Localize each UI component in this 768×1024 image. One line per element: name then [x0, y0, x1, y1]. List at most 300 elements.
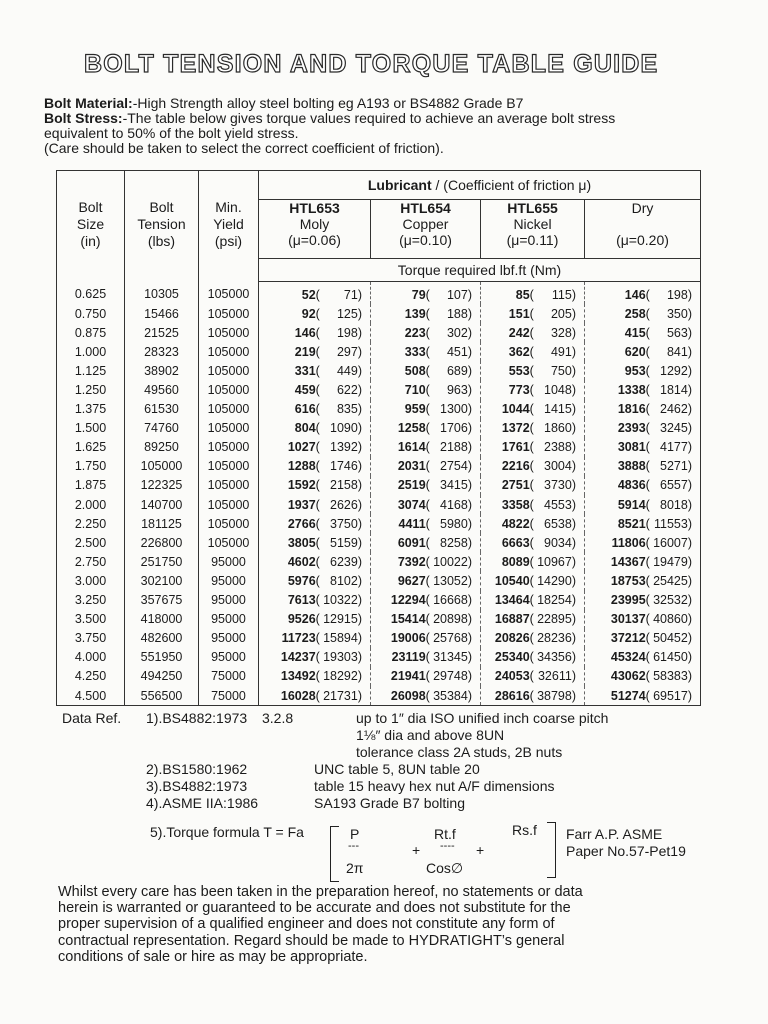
lubricant-htl655 [481, 200, 585, 259]
ref-1-desc-c: tolerance class 2A studs, 2B nuts [356, 744, 563, 760]
paren-open: ( [315, 535, 320, 550]
formula-rtf: Rt.f [434, 826, 456, 842]
table-row [57, 629, 701, 648]
torque-nm: 963 [446, 383, 468, 398]
torque-nm: 2754 [440, 459, 468, 474]
cell-torque-htl653 [259, 571, 371, 590]
torque-nm: 198 [336, 325, 358, 340]
paren-close: ) [357, 497, 362, 512]
cell-bolt-size: 3.750 [57, 629, 125, 648]
cell-torque-dry [585, 533, 701, 552]
torque-nm: 302 [446, 325, 468, 340]
bolt-stress-text: -The table below gives torque values required to achieve an average bolt stress [122, 110, 616, 126]
cell-bolt-tension: 226800 [125, 533, 199, 552]
torque-lbf-ft: 4411 [398, 516, 426, 531]
torque-nm: 689 [446, 363, 468, 378]
torque-nm: 2626 [330, 497, 358, 512]
torque-lbf-ft: 79 [411, 287, 426, 302]
paren-close: ) [571, 631, 576, 646]
bolt-material-text: -High Strength alloy steel bolting eg A193 or BS4882 Grade B7 [132, 96, 524, 111]
data-ref-label: Data Ref. [62, 710, 122, 726]
table-row [57, 476, 701, 495]
lubricant-type: Copper [402, 216, 449, 232]
paren-open: ( [425, 459, 430, 474]
header-size-line-1: Bolt [78, 199, 103, 216]
table-row [57, 282, 701, 305]
cell-bolt-tension: 357675 [125, 591, 199, 610]
torque-nm: 8258 [440, 535, 468, 550]
formula-2pi: 2π [346, 860, 364, 876]
torque-nm: 5271 [660, 459, 688, 474]
torque-lbf-ft: 4822 [501, 516, 530, 531]
paren-close: ) [571, 287, 576, 302]
cell-torque-htl654 [371, 380, 481, 399]
torque-nm: 491 [550, 344, 572, 359]
torque-nm: 841 [666, 344, 688, 359]
torque-lbf-ft: 616 [294, 402, 316, 417]
paren-open: ( [529, 516, 534, 531]
torque-nm: 8018 [660, 497, 688, 512]
torque-nm: 2188 [440, 440, 468, 455]
torque-nm: 563 [666, 325, 688, 340]
table-row [57, 400, 701, 419]
torque-lbf-ft: 1372 [501, 421, 530, 436]
table-row [57, 323, 701, 342]
paren-close: ) [467, 363, 472, 378]
paren-close: ) [687, 688, 692, 703]
torque-nm: 28236 [537, 631, 572, 646]
cell-torque-htl654 [371, 438, 481, 457]
paren-open: ( [529, 535, 534, 550]
torque-lbf-ft: 1761 [501, 440, 530, 455]
torque-nm: 25768 [433, 631, 468, 646]
cell-torque-dry [585, 342, 701, 361]
torque-lbf-ft: 5914 [617, 497, 646, 512]
formula-cos: Cos∅ [426, 860, 464, 876]
paren-open: ( [529, 631, 534, 646]
cell-bolt-tension: 61530 [125, 400, 199, 419]
table-row [57, 667, 701, 686]
cell-torque-htl653 [259, 476, 371, 495]
torque-nm: 21731 [323, 688, 358, 703]
bolt-material-label: Bolt Material: [44, 96, 133, 111]
cell-torque-dry [585, 571, 701, 590]
paren-open: ( [645, 383, 650, 398]
header-yield-line-3: (psi) [214, 233, 243, 250]
torque-table [56, 170, 701, 706]
torque-nm: 3245 [660, 421, 688, 436]
cell-torque-dry [585, 552, 701, 571]
header-size-line-3: (in) [80, 233, 101, 250]
torque-nm: 3750 [330, 516, 358, 531]
cell-torque-htl655 [481, 323, 585, 342]
cell-torque-htl655 [481, 282, 585, 305]
torque-nm: 11553 [653, 516, 688, 531]
cell-torque-dry [585, 282, 701, 305]
torque-lbf-ft: 45324 [610, 650, 646, 665]
paren-open: ( [315, 402, 320, 417]
cell-bolt-tension: 556500 [125, 686, 199, 706]
torque-nm: 350 [666, 306, 688, 321]
paren-open: ( [529, 306, 534, 321]
paren-open: ( [529, 363, 534, 378]
paren-open: ( [645, 459, 650, 474]
table-row [57, 648, 701, 667]
cell-torque-dry [585, 667, 701, 686]
table-row [57, 533, 701, 552]
cell-bolt-tension: 105000 [125, 457, 199, 476]
cell-torque-htl655 [481, 457, 585, 476]
torque-nm: 4168 [440, 497, 468, 512]
torque-nm: 198 [666, 287, 688, 302]
paren-open: ( [425, 383, 430, 398]
cell-torque-htl653 [259, 552, 371, 571]
torque-lbf-ft: 8089 [501, 554, 530, 569]
paren-open: ( [645, 325, 650, 340]
cell-torque-htl654 [371, 361, 481, 380]
paren-close: ) [467, 344, 472, 359]
paren-open: ( [529, 497, 534, 512]
cell-min-yield: 105000 [199, 495, 259, 514]
paren-open: ( [529, 688, 534, 703]
torque-lbf-ft: 959 [404, 402, 426, 417]
torque-nm: 125 [336, 306, 358, 321]
cell-bolt-size: 1.000 [57, 342, 125, 361]
disclaimer-line: herein is warranted or guaranteed to be accurate and does not substitute for the [58, 900, 571, 917]
disclaimer-line: Whilst every care has been taken in the preparation hereof, no statements or data [58, 884, 583, 900]
paren-open: ( [425, 669, 430, 684]
torque-lbf-ft: 2519 [397, 478, 426, 493]
torque-nm: 2462 [660, 402, 688, 417]
cell-torque-dry [585, 419, 701, 438]
paren-close: ) [687, 383, 692, 398]
formula-right-bracket [547, 822, 556, 878]
paren-close: ) [687, 344, 692, 359]
paren-close: ) [571, 669, 576, 684]
header-tension-line-3: (lbs) [147, 233, 176, 250]
paren-close: ) [467, 478, 472, 493]
torque-lbf-ft: 2393 [617, 421, 646, 436]
torque-lbf-ft: 710 [404, 383, 426, 398]
torque-nm: 1392 [330, 440, 358, 455]
cell-bolt-size: 0.625 [57, 282, 125, 305]
cell-torque-htl653 [259, 648, 371, 667]
cell-min-yield: 105000 [199, 380, 259, 399]
disclaimer-line: contractual representation. Regard should be made to HYDRATIGHT’s general [58, 932, 565, 949]
torque-nm: 4553 [544, 497, 572, 512]
lubricant-name: HTL654 [400, 200, 451, 216]
torque-nm: 6557 [660, 478, 688, 493]
paren-close: ) [571, 535, 576, 550]
paren-close: ) [467, 306, 472, 321]
cell-torque-htl654 [371, 591, 481, 610]
torque-nm: 35384 [433, 688, 468, 703]
lubricant-type: Nickel [513, 216, 552, 232]
cell-min-yield: 105000 [199, 361, 259, 380]
paren-open: ( [645, 287, 650, 302]
paren-close: ) [571, 497, 576, 512]
paren-close: ) [357, 440, 362, 455]
paren-open: ( [315, 421, 320, 436]
ref-3-desc: table 15 heavy hex nut A/F dimensions [314, 778, 555, 794]
torque-nm: 1048 [544, 383, 572, 398]
paren-open: ( [645, 631, 650, 646]
torque-nm: 16007 [653, 535, 688, 550]
cell-bolt-size: 3.500 [57, 610, 125, 629]
paren-close: ) [467, 612, 472, 627]
torque-lbf-ft: 1816 [617, 402, 646, 417]
cell-torque-dry [585, 323, 701, 342]
table-row [57, 380, 701, 399]
cell-min-yield: 95000 [199, 629, 259, 648]
cell-bolt-size: 2.500 [57, 533, 125, 552]
paren-open: ( [425, 554, 430, 569]
formula-p: P [350, 826, 360, 842]
cell-min-yield: 95000 [199, 571, 259, 590]
torque-lbf-ft: 11806 [611, 535, 646, 550]
cell-torque-dry [585, 438, 701, 457]
cell-torque-htl655 [481, 686, 585, 706]
torque-lbf-ft: 52 [301, 287, 316, 302]
torque-nm: 29748 [433, 669, 468, 684]
cell-torque-htl654 [371, 552, 481, 571]
cell-bolt-size: 3.000 [57, 571, 125, 590]
cell-torque-htl654 [371, 476, 481, 495]
header-yield-line-1: Min. [215, 199, 242, 216]
cell-torque-htl654 [371, 457, 481, 476]
paren-open: ( [645, 440, 650, 455]
lubricant-name: HTL655 [507, 200, 558, 216]
torque-lbf-ft: 1338 [617, 383, 646, 398]
cell-min-yield: 105000 [199, 514, 259, 533]
torque-lbf-ft: 12294 [390, 593, 426, 608]
lubricant-dry [585, 200, 701, 259]
paren-open: ( [425, 440, 430, 455]
cell-min-yield: 105000 [199, 476, 259, 495]
header-tension-line-1: Bolt [149, 199, 174, 216]
cell-torque-htl653 [259, 380, 371, 399]
cell-bolt-size: 2.000 [57, 495, 125, 514]
paren-close: ) [687, 535, 692, 550]
torque-nm: 328 [550, 325, 572, 340]
cell-torque-htl654 [371, 342, 481, 361]
torque-nm: 19479 [653, 554, 688, 569]
cell-torque-htl655 [481, 495, 585, 514]
torque-lbf-ft: 258 [624, 306, 646, 321]
paren-close: ) [687, 287, 692, 302]
cell-bolt-tension: 302100 [125, 571, 199, 590]
torque-nm: 297 [336, 344, 358, 359]
cell-torque-htl654 [371, 610, 481, 629]
paren-close: ) [571, 383, 576, 398]
cell-torque-htl655 [481, 667, 585, 686]
torque-lbf-ft: 1027 [287, 440, 316, 455]
cell-torque-htl655 [481, 304, 585, 323]
paren-open: ( [529, 344, 534, 359]
cell-torque-htl654 [371, 667, 481, 686]
torque-lbf-ft: 139 [404, 306, 426, 321]
cell-bolt-size: 1.125 [57, 361, 125, 380]
torque-lbf-ft: 16887 [494, 612, 530, 627]
cell-bolt-size: 2.750 [57, 552, 125, 571]
paren-close: ) [357, 612, 362, 627]
torque-nm: 38798 [537, 688, 572, 703]
cell-bolt-size: 2.250 [57, 514, 125, 533]
torque-nm: 10967 [537, 554, 572, 569]
paren-open: ( [529, 325, 534, 340]
paren-open: ( [425, 478, 430, 493]
paren-open: ( [645, 612, 650, 627]
paren-open: ( [425, 344, 430, 359]
torque-nm: 1706 [440, 421, 468, 436]
paren-close: ) [357, 325, 362, 340]
torque-nm: 2158 [330, 478, 358, 493]
torque-lbf-ft: 151 [508, 306, 530, 321]
cell-torque-dry [585, 304, 701, 323]
torque-lbf-ft: 804 [294, 421, 316, 436]
torque-lbf-ft: 2216 [501, 459, 530, 474]
cell-torque-htl653 [259, 495, 371, 514]
paren-open: ( [645, 516, 650, 531]
disclaimer [58, 884, 758, 965]
cell-min-yield: 105000 [199, 438, 259, 457]
paren-open: ( [315, 593, 320, 608]
paren-open: ( [315, 287, 320, 302]
cell-torque-htl653 [259, 457, 371, 476]
cell-torque-htl654 [371, 323, 481, 342]
cell-torque-dry [585, 686, 701, 706]
formula-plus-1: + [412, 842, 421, 858]
torque-nm: 188 [446, 306, 468, 321]
torque-nm: 4177 [660, 440, 688, 455]
paren-close: ) [357, 688, 362, 703]
cell-torque-htl653 [259, 342, 371, 361]
torque-nm: 1292 [660, 363, 688, 378]
torque-lbf-ft: 18753 [610, 573, 646, 588]
paren-open: ( [529, 650, 534, 665]
table-row [57, 686, 701, 706]
paren-close: ) [687, 554, 692, 569]
paren-open: ( [315, 669, 320, 684]
ref-2-desc: UNC table 5, 8UN table 20 [314, 761, 480, 777]
cell-torque-htl654 [371, 629, 481, 648]
torque-lbf-ft: 15414 [390, 612, 426, 627]
cell-torque-htl655 [481, 629, 585, 648]
paren-close: ) [357, 287, 362, 302]
cell-bolt-tension: 21525 [125, 323, 199, 342]
cell-torque-dry [585, 648, 701, 667]
bolt-stress-label: Bolt Stress: [44, 110, 123, 126]
table-row [57, 438, 701, 457]
cell-bolt-size: 4.250 [57, 667, 125, 686]
torque-lbf-ft: 11723 [281, 631, 316, 646]
lubricant-label: Lubricant [367, 177, 432, 193]
cell-min-yield: 95000 [199, 648, 259, 667]
cell-min-yield: 95000 [199, 552, 259, 571]
torque-lbf-ft: 20826 [494, 631, 530, 646]
paren-close: ) [571, 688, 576, 703]
cell-torque-dry [585, 457, 701, 476]
cell-bolt-tension: 28323 [125, 342, 199, 361]
torque-nm: 18292 [323, 669, 358, 684]
paren-close: ) [467, 593, 472, 608]
cell-min-yield: 95000 [199, 610, 259, 629]
cell-torque-htl655 [481, 610, 585, 629]
lubricant-type: Moly [299, 216, 330, 232]
paren-open: ( [645, 344, 650, 359]
torque-lbf-ft: 6091 [397, 535, 426, 550]
paren-close: ) [571, 440, 576, 455]
cell-bolt-tension: 10305 [125, 282, 199, 305]
torque-nm: 14290 [537, 573, 572, 588]
ref-4-standard: 4).ASME IIA:1986 [146, 795, 259, 811]
paren-close: ) [467, 669, 472, 684]
paren-open: ( [315, 459, 320, 474]
paren-open: ( [529, 478, 534, 493]
torque-lbf-ft: 219 [294, 344, 316, 359]
torque-lbf-ft: 13492 [280, 669, 316, 684]
cell-torque-dry [585, 380, 701, 399]
torque-lbf-ft: 1258 [397, 421, 426, 436]
cell-bolt-tension: 140700 [125, 495, 199, 514]
paren-open: ( [529, 669, 534, 684]
torque-lbf-ft: 23995 [610, 593, 646, 608]
torque-lbf-ft: 2751 [501, 478, 530, 493]
paren-close: ) [687, 573, 692, 588]
torque-lbf-ft: 1288 [287, 459, 316, 474]
cell-torque-htl655 [481, 552, 585, 571]
torque-nm: 69517 [653, 688, 688, 703]
paren-close: ) [687, 402, 692, 417]
torque-lbf-ft: 1937 [287, 497, 316, 512]
torque-lbf-ft: 459 [294, 383, 316, 398]
torque-lbf-ft: 26098 [390, 688, 426, 703]
paren-close: ) [357, 650, 362, 665]
paren-open: ( [425, 325, 430, 340]
torque-lbf-ft: 553 [508, 363, 530, 378]
ref-1-desc-a: up to 1″ dia ISO unified inch coarse pitch [356, 710, 609, 726]
torque-lbf-ft: 1044 [501, 402, 530, 417]
torque-nm: 1090 [330, 421, 358, 436]
paren-open: ( [425, 421, 430, 436]
torque-nm: 622 [336, 383, 358, 398]
page-title: BOLT TENSION AND TORQUE TABLE GUIDE [84, 50, 659, 78]
lubricant-name: HTL653 [289, 200, 340, 216]
paren-open: ( [425, 631, 430, 646]
torque-nm: 50452 [653, 631, 688, 646]
paren-open: ( [425, 363, 430, 378]
paren-open: ( [315, 325, 320, 340]
paren-open: ( [315, 688, 320, 703]
paren-close: ) [571, 421, 576, 436]
paren-open: ( [425, 573, 430, 588]
paren-close: ) [571, 459, 576, 474]
paren-close: ) [357, 421, 362, 436]
paren-open: ( [425, 535, 430, 550]
paren-open: ( [315, 497, 320, 512]
torque-nm: 10322 [323, 593, 358, 608]
paren-open: ( [425, 287, 430, 302]
paren-close: ) [467, 535, 472, 550]
lubricant-mu: (μ=0.11) [506, 232, 559, 248]
torque-lbf-ft: 5976 [287, 573, 316, 588]
ref-2-standard: 2).BS1580:1962 [146, 761, 248, 777]
ref-3-standard: 3).BS4882:1973 [146, 778, 248, 794]
torque-nm: 31345 [433, 650, 468, 665]
cell-torque-htl655 [481, 591, 585, 610]
cell-torque-htl655 [481, 476, 585, 495]
torque-nm: 3730 [544, 478, 572, 493]
